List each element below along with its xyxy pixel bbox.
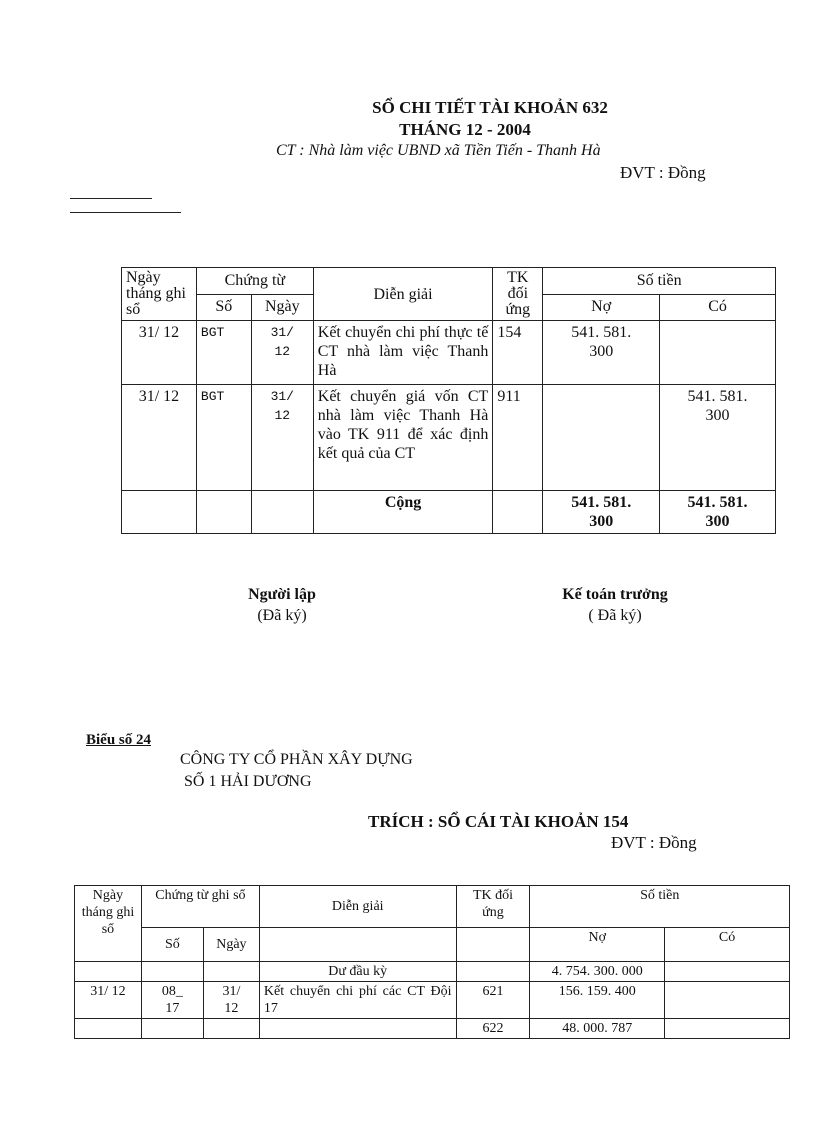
row-debit: 4. 754. 300. 000 bbox=[530, 962, 665, 982]
table-row bbox=[122, 321, 776, 385]
header-account: TK đối ứng bbox=[456, 886, 530, 928]
ledger154-title: TRÍCH : SỔ CÁI TÀI KHOẢN 154 bbox=[368, 812, 629, 831]
row-voucher-no bbox=[141, 962, 203, 982]
header-voucher-date: Ngày bbox=[251, 294, 313, 321]
row-description: Kết chuyển chi phí các CT Đội 17 bbox=[259, 982, 456, 1019]
row-date: 31/ 12 bbox=[122, 385, 197, 491]
row-credit bbox=[665, 982, 790, 1019]
row-debit: 156. 159. 400 bbox=[530, 982, 665, 1019]
ledger632-table bbox=[121, 267, 776, 534]
row-account bbox=[456, 962, 530, 982]
row-account: 622 bbox=[456, 1019, 530, 1039]
header-voucher-date: Ngày bbox=[203, 928, 259, 962]
row-voucher-date: 31/ 12 bbox=[251, 385, 313, 491]
ledger632-month: THÁNG 12 - 2004 bbox=[399, 120, 531, 139]
row-credit bbox=[660, 321, 776, 385]
signature-chief-note: ( Đã ký) bbox=[588, 607, 642, 624]
row-debit bbox=[543, 385, 660, 491]
row-voucher-no: 08_ 17 bbox=[141, 982, 203, 1019]
row-account: 154 bbox=[493, 321, 543, 385]
signature-preparer-note: (Đã ký) bbox=[257, 607, 307, 624]
ledger632-project: CT : Nhà làm việc UBND xã Tiền Tiến - Thanh Hà bbox=[276, 142, 601, 159]
ledger632-title: SỔ CHI TIẾT TÀI KHOẢN 632 bbox=[372, 98, 608, 117]
header-voucher: Chứng từ bbox=[196, 268, 313, 295]
header-amount: Số tiền bbox=[530, 886, 790, 928]
header-amount: Số tiền bbox=[543, 268, 776, 295]
row-credit bbox=[665, 1019, 790, 1039]
table-header-row bbox=[75, 886, 790, 928]
row-voucher-date: 31/ 12 bbox=[251, 321, 313, 385]
header-debit: Nợ bbox=[543, 294, 660, 321]
row-voucher-date: 31/ 12 bbox=[203, 982, 259, 1019]
company-name-line2: SỐ 1 HẢI DƯƠNG bbox=[184, 773, 312, 790]
row-account: 911 bbox=[493, 385, 543, 491]
header-voucher-no: Số bbox=[196, 294, 251, 321]
header-date: Ngày tháng ghi sổ bbox=[122, 268, 197, 321]
row-date bbox=[75, 962, 142, 982]
signature-chief-title: Kế toán trưởng bbox=[562, 586, 668, 603]
decorative-rule-short bbox=[70, 198, 152, 199]
total-label: Cộng bbox=[313, 491, 493, 534]
header-account: TK đối ứng bbox=[493, 268, 543, 321]
ledger154-unit: ĐVT : Đồng bbox=[611, 833, 697, 852]
total-credit: 541. 581. 300 bbox=[660, 491, 776, 534]
header-credit: Có bbox=[660, 294, 776, 321]
signature-preparer-title: Người lập bbox=[248, 586, 316, 603]
ledger154-table bbox=[74, 885, 790, 1039]
table-row bbox=[75, 1019, 790, 1039]
row-voucher-no: BGT bbox=[196, 385, 251, 491]
header-credit: Có bbox=[665, 928, 790, 962]
decorative-rule-long bbox=[70, 212, 181, 213]
row-debit: 541. 581. 300 bbox=[543, 321, 660, 385]
table-header-row bbox=[122, 268, 776, 295]
row-voucher-date bbox=[203, 1019, 259, 1039]
row-debit: 48. 000. 787 bbox=[530, 1019, 665, 1039]
form-label: Biểu số 24 bbox=[86, 732, 152, 748]
row-description: Kết chuyển chi phí thực tế CT nhà làm việc Thanh Hà bbox=[313, 321, 493, 385]
table-row bbox=[75, 982, 790, 1019]
header-description: Diễn giải bbox=[259, 886, 456, 928]
table-total-row bbox=[122, 491, 776, 534]
row-voucher-no: BGT bbox=[196, 321, 251, 385]
row-credit: 541. 581. 300 bbox=[660, 385, 776, 491]
header-description: Diễn giải bbox=[313, 268, 493, 321]
row-voucher-date bbox=[203, 962, 259, 982]
row-description: Kết chuyển giá vốn CT nhà làm việc Thanh Hà vào TK 911 để xác định kết quả của CT bbox=[313, 385, 493, 491]
row-description bbox=[259, 1019, 456, 1039]
header-voucher-no: Số bbox=[141, 928, 203, 962]
row-description: Dư đầu kỳ bbox=[259, 962, 456, 982]
table-row bbox=[75, 962, 790, 982]
header-voucher: Chứng từ ghi sổ bbox=[141, 886, 259, 928]
row-date bbox=[75, 1019, 142, 1039]
ledger632-unit: ĐVT : Đồng bbox=[620, 163, 706, 182]
header-date: Ngày tháng ghi sổ bbox=[75, 886, 142, 962]
row-date: 31/ 12 bbox=[75, 982, 142, 1019]
table-row bbox=[122, 385, 776, 491]
header-debit: Nợ bbox=[530, 928, 665, 962]
row-account: 621 bbox=[456, 982, 530, 1019]
company-name-line1: CÔNG TY CỔ PHẦN XÂY DỰNG bbox=[180, 751, 413, 768]
row-voucher-no bbox=[141, 1019, 203, 1039]
row-date: 31/ 12 bbox=[122, 321, 197, 385]
total-debit: 541. 581. 300 bbox=[543, 491, 660, 534]
row-credit bbox=[665, 962, 790, 982]
table-subheader-row bbox=[75, 928, 790, 962]
